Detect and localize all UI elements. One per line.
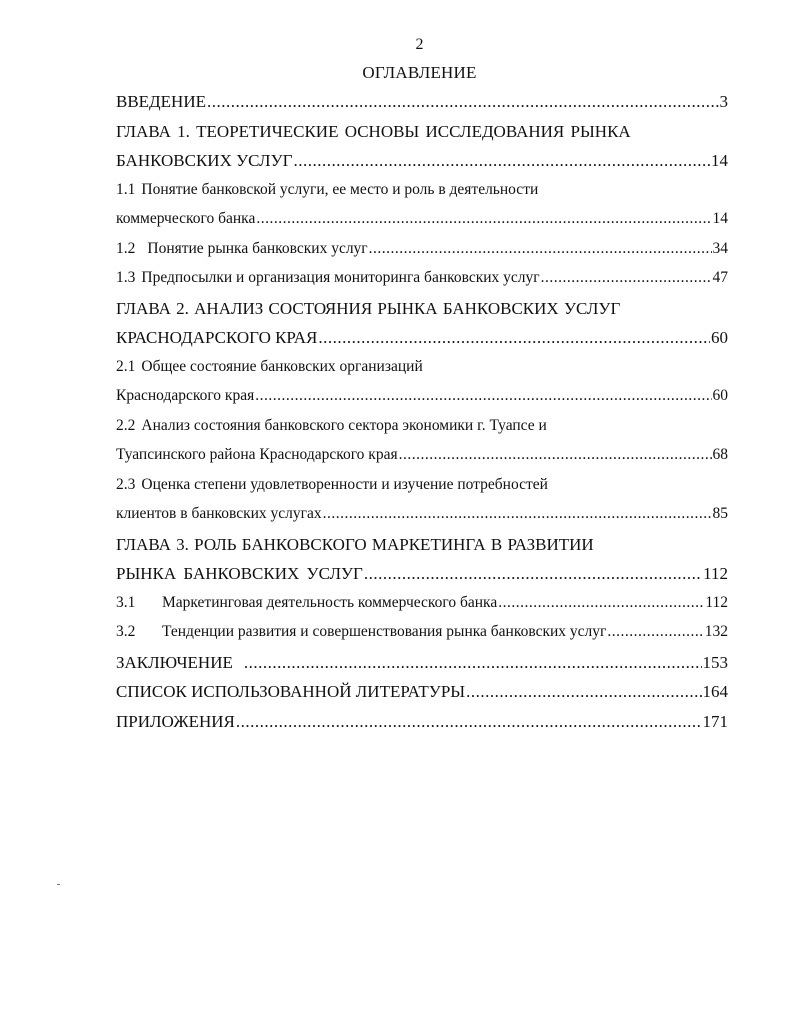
section-number: 3.1 — [116, 593, 136, 611]
section-number: 2.2 — [116, 416, 136, 434]
toc-entry-title: Тенденции развития и совершенствования рынка банковских услуг — [162, 623, 607, 640]
leader-dots — [364, 564, 702, 584]
toc-entry-title-wrap — [116, 269, 540, 287]
section-number: 1.3 — [116, 269, 136, 286]
toc-page-number: 164 — [702, 682, 728, 701]
section-number: 2.3 — [116, 475, 136, 493]
toc-entry-title-wrap — [116, 594, 497, 612]
toc-page-number: 112 — [703, 564, 728, 583]
toc-page-number: 60 — [711, 328, 728, 347]
toc-entry-title: СПИСОК ИСПОЛЬЗОВАННОЙ ЛИТЕРАТУРЫ — [116, 682, 466, 701]
toc-entry-title-line: БАНКОВСКИХ УСЛУГ — [116, 151, 293, 170]
toc-page-number: 132 — [704, 623, 728, 640]
toc-entry-title-line: КРАСНОДАРСКОГО КРАЯ — [116, 328, 318, 347]
leader-dots — [255, 387, 711, 405]
toc-entry-title: Понятие рынка банковских услуг — [147, 239, 368, 257]
toc-page-number: 68 — [712, 446, 728, 463]
leader-dots — [256, 210, 711, 228]
toc-page-number: 112 — [705, 593, 728, 611]
toc-title: ОГЛАВЛЕНИЕ — [362, 63, 477, 82]
toc-entry-title-line: Краснодарского края — [116, 387, 255, 404]
section-number: 1.1 — [116, 180, 136, 198]
toc-entry-title-line: ГЛАВА 2. АНАЛИЗ СОСТОЯНИЯ РЫНКА БАНКОВСКИХ УСЛУГ — [116, 298, 621, 318]
section-number: 1.2 — [116, 239, 136, 257]
toc-entry-chapter-2[interactable] — [116, 299, 728, 358]
leader-dots — [466, 682, 701, 702]
leader-dots — [293, 151, 710, 171]
toc-page-number: 14 — [711, 151, 728, 170]
toc-entry-first-line — [116, 417, 728, 447]
toc-entry-first-line — [116, 358, 728, 388]
toc-entry-title: ВВЕДЕНИЕ — [116, 92, 206, 111]
toc-entry-section-2-1[interactable] — [116, 358, 728, 417]
toc-entry-section-1-3[interactable] — [116, 269, 728, 299]
toc-entry-section-1-1[interactable] — [116, 181, 728, 240]
leader-dots — [244, 653, 702, 673]
leader-dots — [541, 269, 712, 287]
toc-entry-section-3-1[interactable] — [116, 594, 728, 624]
toc-entry-title-line: клиентов в банковских услугах — [116, 505, 322, 522]
toc-page-number: 171 — [702, 711, 728, 731]
section-number: 2.1 — [116, 357, 136, 375]
toc-page-number: 47 — [712, 269, 728, 286]
toc-entry-title-line: Понятие банковской услуги, ее место и роль в деятельности — [141, 180, 539, 198]
toc-entry-title-line: РЫНКА БАНКОВСКИХ УСЛУГ — [116, 564, 363, 583]
toc-page-number: 14 — [712, 210, 728, 227]
toc-entry-chapter-3[interactable] — [116, 535, 728, 594]
toc-page-number: 85 — [712, 505, 728, 522]
toc-entry-title-line: ГЛАВА 3. РОЛЬ БАНКОВСКОГО МАРКЕТИНГА В РАЗВИТИИ — [116, 534, 594, 554]
toc-entry-section-2-3[interactable] — [116, 476, 728, 535]
toc-entry-title-wrap — [116, 240, 368, 258]
toc-entry-chapter-1[interactable] — [116, 122, 728, 181]
toc-entry-title-line: коммерческого банка — [116, 210, 256, 227]
leader-dots — [498, 594, 704, 612]
toc-entry-title-line: Оценка степени удовлетворенности и изучение потребностей — [141, 475, 548, 493]
toc-entry-first-line — [116, 181, 728, 211]
toc-entry-title-line: Общее состояние банковских организаций — [141, 357, 423, 375]
leader-dots — [607, 623, 703, 641]
toc-page-number: 3 — [719, 92, 728, 111]
scan-speck — [57, 884, 60, 885]
toc-entry-title-line: Туапсинского района Краснодарского края — [116, 446, 398, 463]
toc-page-number: 60 — [712, 387, 728, 404]
toc-entry-section-1-2[interactable] — [116, 240, 728, 270]
toc-entry-conclusion[interactable] — [116, 653, 728, 683]
table-of-contents — [116, 92, 728, 741]
leader-dots — [207, 92, 719, 112]
page-number: 2 — [415, 36, 424, 53]
toc-entry-section-2-2[interactable] — [116, 417, 728, 476]
section-number: 3.2 — [116, 623, 136, 640]
toc-entry-bibliography[interactable] — [116, 682, 728, 712]
toc-page-number: 34 — [712, 239, 728, 257]
toc-entry-first-line — [116, 476, 728, 506]
toc-entry-title: Предпосылки и организация мониторинга банковских услуг — [141, 269, 540, 286]
toc-entry-title-line: Анализ состояния банковского сектора экономики г. Туапсе и — [141, 416, 547, 434]
toc-entry-title: ЗАКЛЮЧЕНИЕ — [116, 652, 233, 672]
toc-entry-appendices[interactable] — [116, 712, 728, 742]
leader-dots — [318, 328, 710, 348]
toc-entry-title: ПРИЛОЖЕНИЯ — [116, 711, 235, 731]
toc-page-number: 153 — [702, 652, 728, 672]
toc-entry-section-3-2[interactable] — [116, 623, 728, 653]
leader-dots — [369, 240, 712, 258]
leader-dots — [323, 505, 712, 523]
toc-entry-title-wrap — [116, 623, 606, 641]
leader-dots — [236, 712, 702, 732]
leader-dots — [399, 446, 712, 464]
toc-entry-title-line: ГЛАВА 1. ТЕОРЕТИЧЕСКИЕ ОСНОВЫ ИССЛЕДОВАНИЯ РЫНКА — [116, 121, 631, 141]
toc-entry-title: Маркетинговая деятельность коммерческого банка — [162, 593, 498, 611]
toc-entry-introduction[interactable] — [116, 92, 728, 122]
